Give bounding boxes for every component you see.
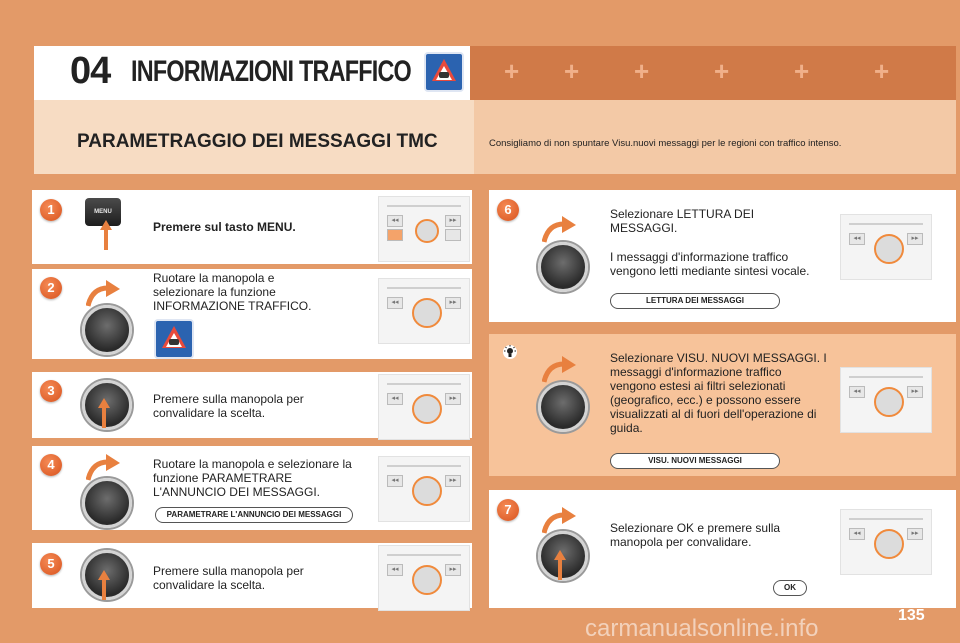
step-7-text: Selezionare OK e premere sulla manopola per convalidare. [610,521,781,549]
menu-option-pill: VISU. NUOVI MESSAGGI [610,453,780,469]
press-arrow-icon [98,398,110,428]
menu-option-pill: PARAMETRARE L'ANNUNCIO DEI MESSAGGI [155,507,353,523]
bulb-icon [502,344,518,360]
knob-icon [82,305,132,355]
step-3-badge: 3 [40,380,62,402]
step-6-detail: I messaggi d'informazione traffico vengono letti mediante sintesi vocale. [610,250,810,278]
radio-panel-illustration: ◂◂ ▸▸ [840,509,932,575]
advice-text: Consigliamo di non spuntare Visu.nuovi messaggi per le regioni con traffico intenso. [489,138,842,149]
decor-cross: + [564,56,580,86]
menu-key-icon: MENU [85,198,121,226]
radio-panel-illustration: ◂◂ ▸▸ [378,278,470,344]
step-4-badge: 4 [40,454,62,476]
step-2-text: Ruotare la manopola e selezionare la funzione INFORMAZIONE TRAFFICO. [153,271,312,313]
radio-panel-illustration: ◂◂ ▸▸ [840,214,932,280]
page-number: 135 [898,607,925,624]
menu-option-pill: LETTURA DEI MESSAGGI [610,293,780,309]
tip-text: Selezionare VISU. NUOVI MESSAGGI. I messaggi d'informazione traffico vengono estesi ai filtri selezionati (geografico, ecc.) e possono essere visualizzati al di fuori dell'operazione di guida. [610,351,827,435]
radio-panel-illustration: ◂◂ ▸▸ [378,196,470,262]
press-arrow-icon [98,570,110,600]
chapter-title: INFORMAZIONI TRAFFICO [131,55,411,88]
decor-cross: + [874,56,890,86]
rotate-arrow-icon [542,356,576,384]
decor-cross: + [794,56,810,86]
step-1-badge: 1 [40,199,62,221]
rotate-arrow-icon [86,280,120,308]
traffic-info-sign-icon [154,319,194,359]
ok-option-pill: OK [773,580,807,596]
radio-panel-illustration: ◂◂ ▸▸ [840,367,932,433]
step-6-text: Selezionare LETTURA DEI MESSAGGI. [610,207,755,235]
radio-panel-illustration: ◂◂ ▸▸ [378,545,470,611]
step-2-badge: 2 [40,277,62,299]
step-7-badge: 7 [497,499,519,521]
press-arrow-icon [100,220,112,250]
radio-panel-illustration: ◂◂ ▸▸ [378,456,470,522]
press-arrow-icon [554,550,566,580]
step-3-text: Premere sulla manopola per convalidare la scelta. [153,392,304,420]
knob-icon [538,382,588,432]
knob-icon [538,242,588,292]
radio-panel-illustration: ◂◂ ▸▸ [378,374,470,440]
decor-cross: + [714,56,730,86]
step-5-badge: 5 [40,553,62,575]
step-5-text: Premere sulla manopola per convalidare la scelta. [153,564,304,592]
watermark: carmanualsonline.info [585,615,819,642]
decor-cross: + [504,56,520,86]
decor-cross: + [634,56,650,86]
knob-icon [82,478,132,528]
step-6-badge: 6 [497,199,519,221]
step-1-text: Premere sul tasto MENU. [153,220,296,234]
rotate-arrow-icon [542,216,576,244]
step-4-text: Ruotare la manopola e selezionare la funzione PARAMETRARE L'ANNUNCIO DEI MESSAGGI. [153,457,352,499]
traffic-info-sign-icon [424,52,464,92]
chapter-number: 04 [70,50,111,92]
section-title: PARAMETRAGGIO DEI MESSAGGI TMC [77,131,438,152]
